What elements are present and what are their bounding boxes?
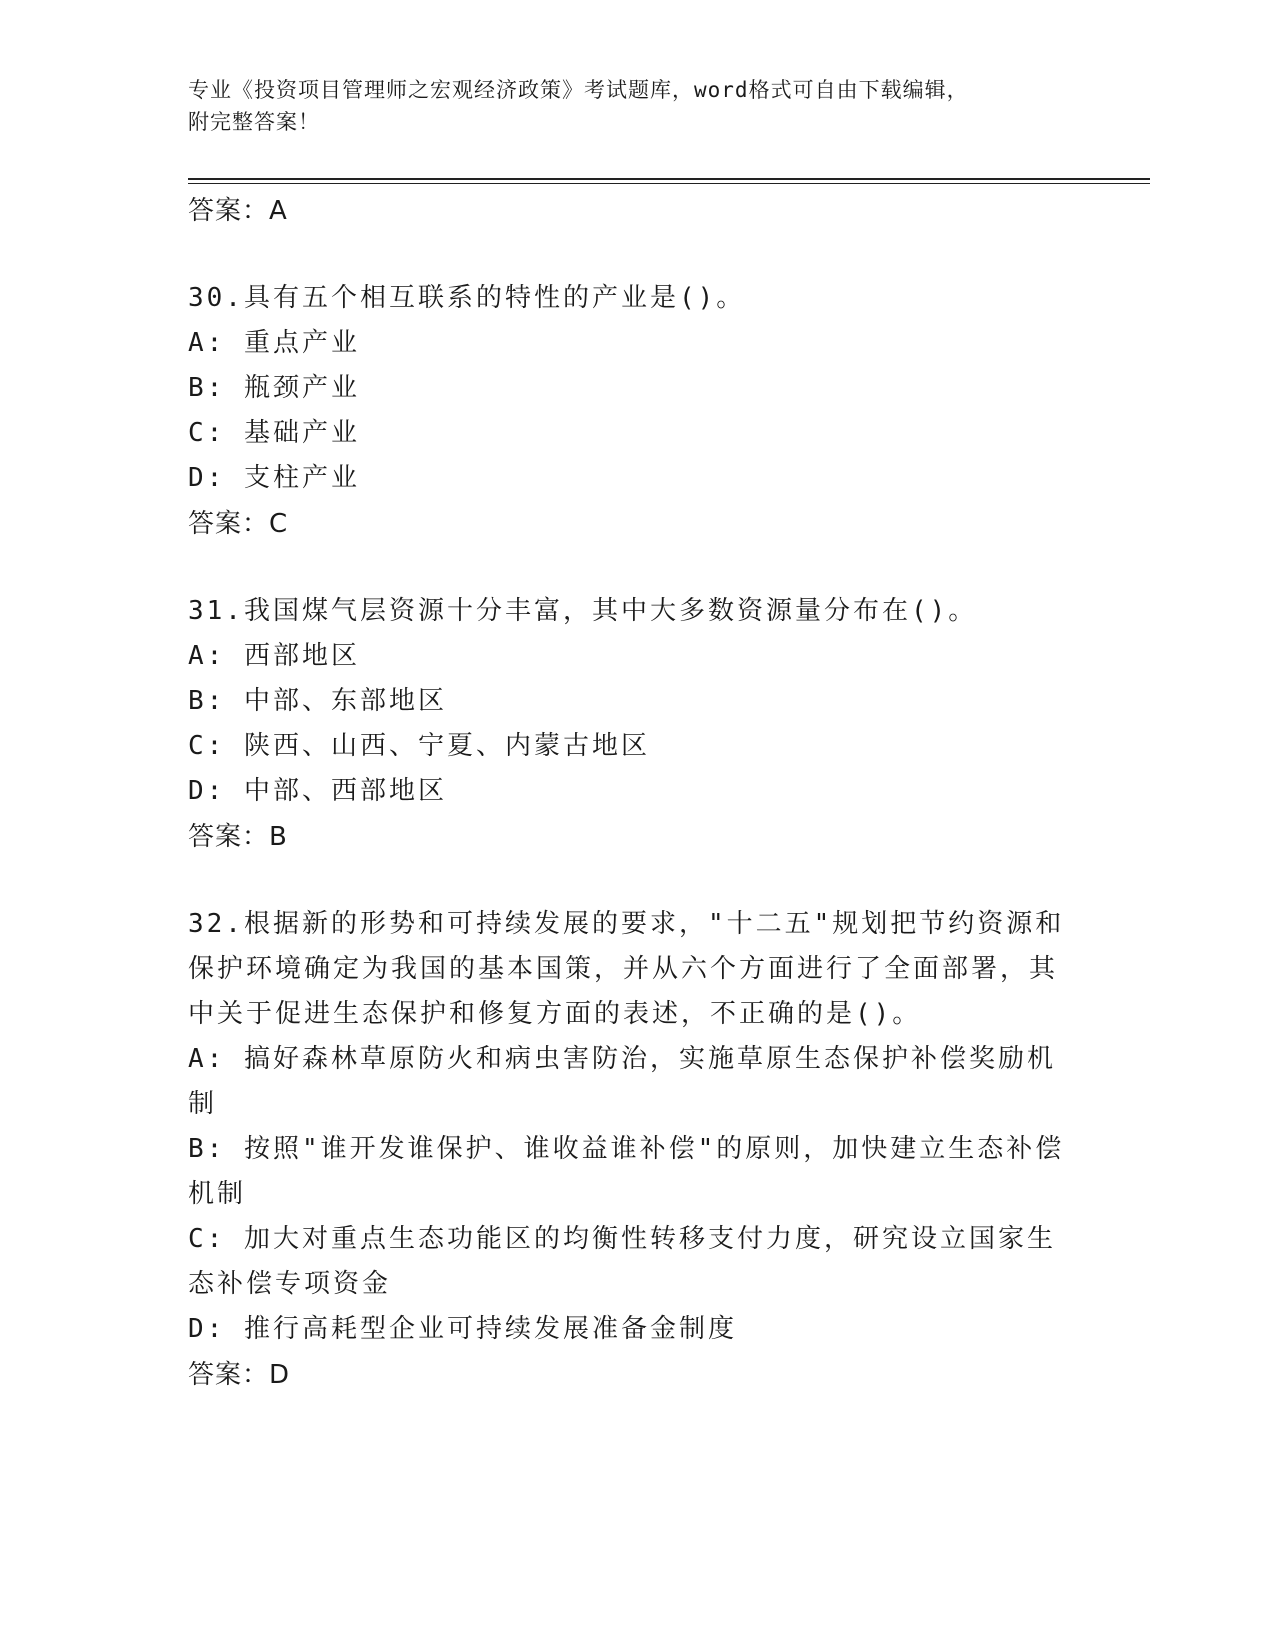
option-b: B: 按照"谁开发谁保护、谁收益谁补偿"的原则，加快建立生态补偿机制 — [188, 1134, 1065, 1209]
option-d: D: 推行高耗型企业可持续发展准备金制度 — [188, 1314, 737, 1344]
option-b: B: 瓶颈产业 — [188, 373, 360, 403]
option-a: A: 重点产业 — [188, 328, 360, 358]
option-a: A: 西部地区 — [188, 641, 360, 671]
question-text: 32.根据新的形势和可持续发展的要求，"十二五"规划把节约资源和保护环境确定为我国的基本国策，并从六个方面进行了全面部署，其中关于促进生态保护和修复方面的表述，不正确的是()。 — [188, 909, 1065, 1029]
question-text: 30.具有五个相互联系的特性的产业是()。 — [188, 283, 746, 313]
header-line-1: 专业《投资项目管理师之宏观经济政策》考试题库，word格式可自由下载编辑， — [188, 78, 969, 102]
answer-label: 答案：B — [188, 822, 288, 852]
answer-label: 答案：C — [188, 509, 289, 539]
header-divider-thin — [188, 183, 1150, 184]
header-divider-thick — [188, 178, 1150, 180]
question-block — [188, 276, 1068, 547]
question-block — [188, 902, 1068, 1398]
document-header — [188, 74, 1088, 138]
option-c: C: 陕西、山西、宁夏、内蒙古地区 — [188, 731, 650, 761]
question-text: 31.我国煤气层资源十分丰富，其中大多数资源量分布在()。 — [188, 596, 978, 626]
option-c: C: 基础产业 — [188, 418, 360, 448]
question-block — [188, 589, 1068, 860]
option-d: D: 中部、西部地区 — [188, 776, 447, 806]
answer-label: 答案：D — [188, 1360, 291, 1390]
question-list — [188, 188, 1068, 1398]
option-c: C: 加大对重点生态功能区的均衡性转移支付力度，研究设立国家生态补偿专项资金 — [188, 1224, 1056, 1299]
option-a: A: 搞好森林草原防火和病虫害防治，实施草原生态保护补偿奖励机制 — [188, 1044, 1056, 1119]
option-d: D: 支柱产业 — [188, 463, 360, 493]
answer-label: 答案：A — [188, 196, 288, 226]
option-b: B: 中部、东部地区 — [188, 686, 447, 716]
header-line-2: 附完整答案！ — [188, 110, 320, 134]
